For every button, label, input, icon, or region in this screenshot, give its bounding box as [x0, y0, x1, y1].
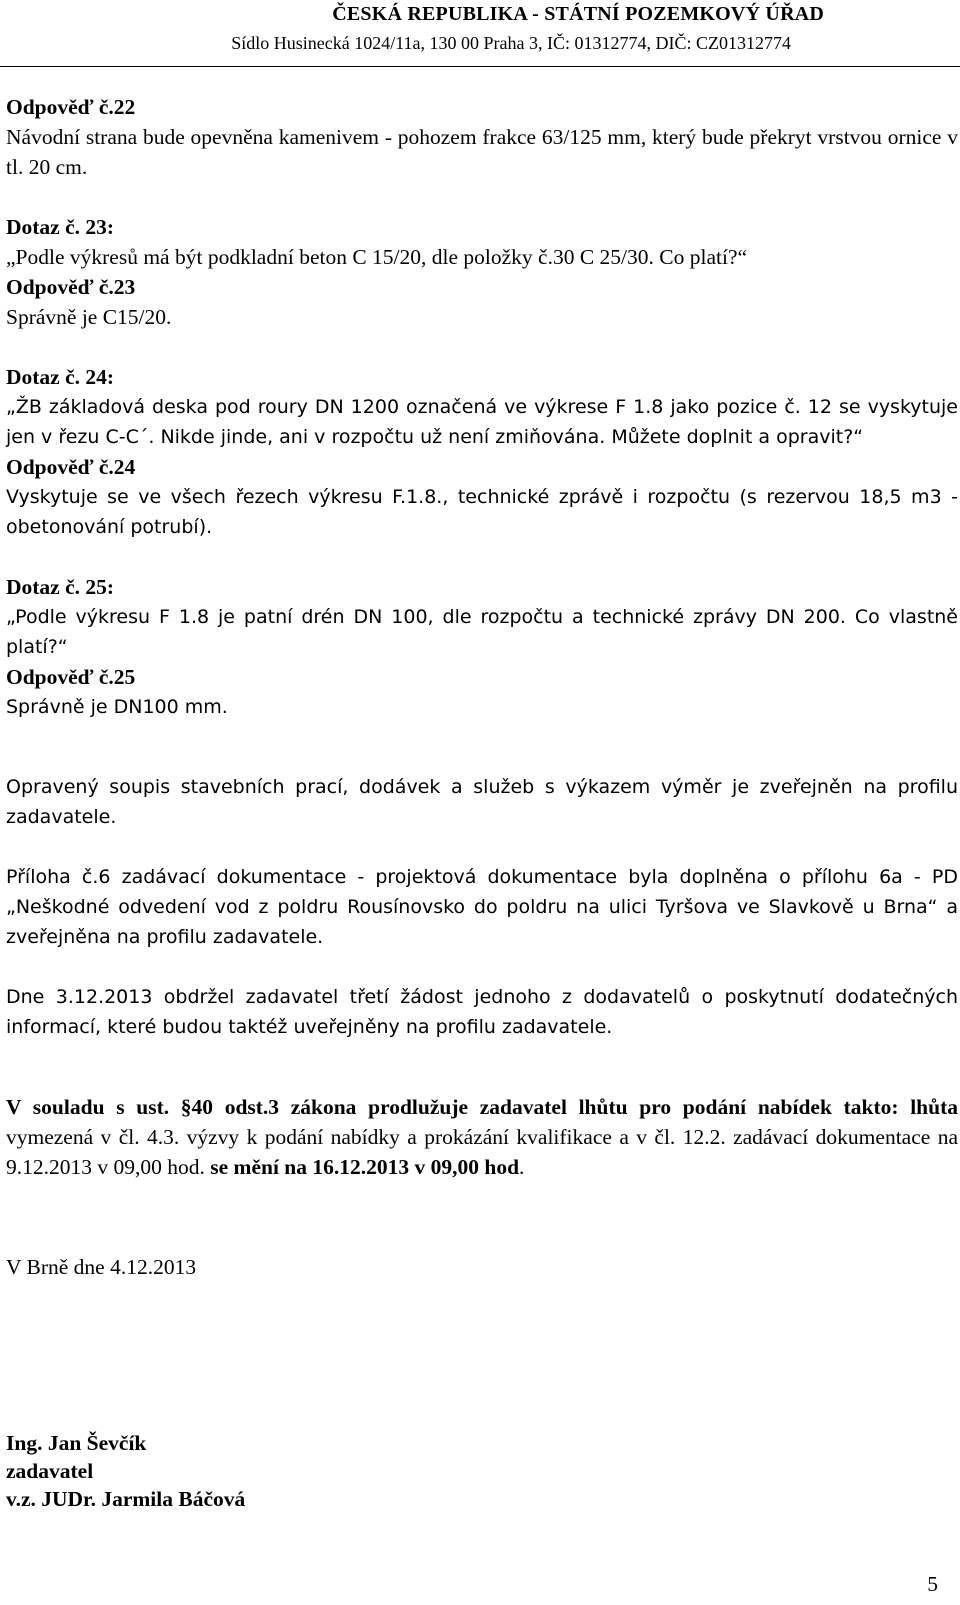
deadline-intro: V souladu s ust. §40 odst.3 zákona prodlužuje zadavatel lhůtu pro podání nabídek takto: lhůta	[6, 1095, 958, 1119]
signer-name: Ing. Jan Ševčík	[6, 1431, 147, 1455]
answer-25-label: Odpověď č.25	[6, 665, 136, 689]
deadline-end: .	[519, 1155, 525, 1179]
answer-24-text: Vyskytuje se ve všech řezech výkresu F.1.8., technické zprávě i rozpočtu (s rezervou 18,5 m3 - obetonování potrubí).	[6, 486, 958, 538]
document-header	[0, 0, 960, 67]
answer-23-text: Správně je C15/20.	[6, 305, 172, 329]
question-23-text: „Podle výkresů má být podkladní beton C 15/20, dle položky č.30 C 25/30. Co platí?“	[6, 245, 748, 269]
signer-role: zadavatel	[6, 1459, 94, 1483]
place-date: V Brně dne 4.12.2013	[6, 1255, 197, 1279]
deadline-original: vymezená v čl. 4.3. výzvy k podání nabídky a prokázání kvalifikace a v čl. 12.2. zadávací dokumentace na 9.12.2013 v 09,00 hod.	[6, 1125, 958, 1179]
question-24-label: Dotaz č. 24:	[6, 365, 115, 389]
soupis-note: Opravený soupis stavebních prací, dodávek a služeb s výkazem výměr je zveřejněn na profilu zadavatele.	[6, 776, 958, 828]
deadline-paragraph	[6, 1092, 958, 1182]
answer-22-label: Odpověď č.22	[6, 95, 136, 119]
question-23-label: Dotaz č. 23:	[6, 215, 115, 239]
signature-block	[6, 1429, 245, 1513]
question-25-label: Dotaz č. 25:	[6, 575, 115, 599]
answer-24-label: Odpověď č.24	[6, 455, 136, 479]
header-title: ČESKÁ REPUBLIKA - STÁTNÍ POZEMKOVÝ ÚŘAD	[332, 3, 824, 25]
answer-22-text: Návodní strana bude opevněna kamenivem - pohozem frakce 63/125 mm, který bude překryt vrstvou ornice v tl. 20 cm.	[6, 125, 958, 179]
question-24-text: „ŽB základová deska pod roury DN 1200 označená ve výkrese F 1.8 jako pozice č. 12 se vyskytuje jen v řezu C-C´. Nikde jinde, ani v rozpočtu už není zmiňována. Můžete doplnit a opravit?“	[6, 396, 958, 448]
header-address: Sídlo Husinecká 1024/11a, 130 00 Praha 3, IČ: 01312774, DIČ: CZ01312774	[231, 33, 791, 53]
document-body	[6, 92, 958, 1182]
attachment-note: Příloha č.6 zadávací dokumentace - projektová dokumentace byla doplněna o přílohu 6a - PD „Neškodné odvedení vod z poldru Rousínovsko do poldru na ulici Tyršova ve Slavkově u Brna“ a zveřejněna na profilu zadavatele.	[6, 866, 958, 948]
answer-25-text: Správně je DN100 mm.	[6, 696, 228, 718]
request-note: Dne 3.12.2013 obdržel zadavatel třetí žádost jednoho z dodavatelů o poskytnutí dodatečných informací, které budou taktéž uveřejněny na profilu zadavatele.	[6, 986, 958, 1038]
answer-23-label: Odpověď č.23	[6, 275, 136, 299]
question-25-text: „Podle výkresu F 1.8 je patní drén DN 100, dle rozpočtu a technické zprávy DN 200. Co vlastně platí?“	[6, 606, 958, 658]
signer-proxy: v.z. JUDr. Jarmila Báčová	[6, 1487, 246, 1511]
deadline-new: se mění na 16.12.2013 v 09,00 hod	[210, 1155, 520, 1179]
page-number: 5	[927, 1572, 938, 1596]
